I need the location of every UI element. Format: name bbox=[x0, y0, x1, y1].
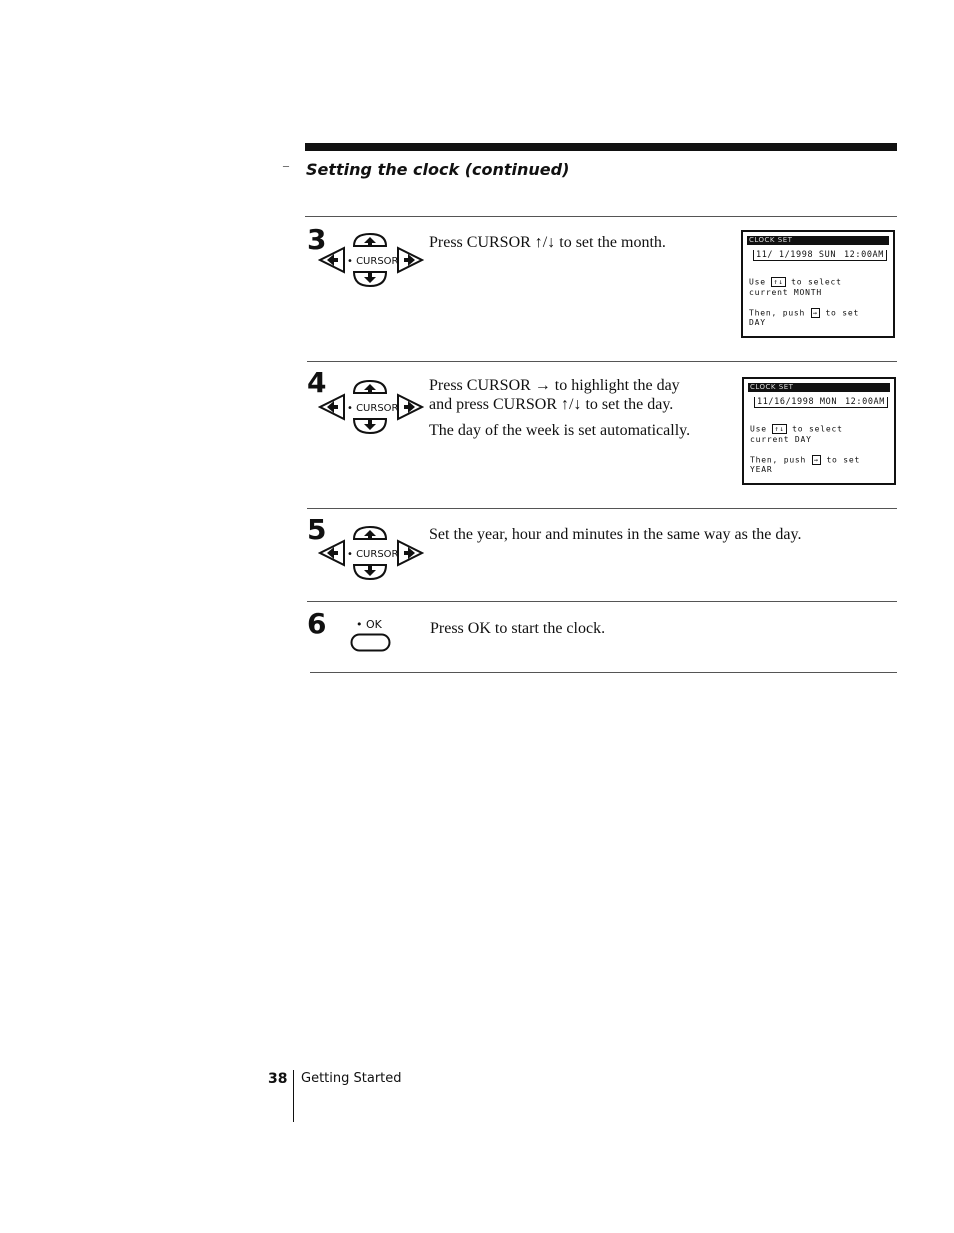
instruction-line: Set the year, hour and minutes in the same way as the day. bbox=[429, 526, 802, 543]
step-divider bbox=[305, 216, 897, 217]
instruction-line: Press CURSOR ↑/↓ to set the month. bbox=[429, 234, 666, 251]
section-title: Setting the clock (continued) bbox=[306, 160, 570, 179]
step-instructions bbox=[430, 619, 730, 638]
screen-current-line: current DAY bbox=[750, 434, 812, 444]
screen-next-line: YEAR bbox=[750, 465, 773, 474]
section-end-rule bbox=[310, 672, 897, 673]
screen-date-line bbox=[754, 397, 888, 408]
screen-then-line: Then, push → to set bbox=[750, 455, 861, 464]
ok-button-icon bbox=[350, 633, 392, 658]
screen-then-line: Then, push → to set bbox=[749, 308, 860, 317]
instruction-line: The day of the week is set automatically. bbox=[429, 422, 691, 439]
right-key-icon: → bbox=[813, 455, 819, 464]
page-number: 38 bbox=[268, 1071, 288, 1087]
screen-use-line: Use ↑↓ to select bbox=[750, 424, 843, 434]
clock-set-screen bbox=[742, 377, 896, 485]
step-divider bbox=[307, 361, 897, 362]
cursor-label: • CURSOR bbox=[347, 403, 399, 414]
screen-date: 11/ 1/1998 SUN bbox=[756, 250, 837, 260]
instruction-line: Press OK to start the clock. bbox=[430, 620, 606, 637]
screen-time: 12:00AM bbox=[844, 397, 885, 407]
cursor-pad-icon bbox=[318, 377, 424, 435]
step-number: 4 bbox=[307, 366, 327, 399]
step-number: 3 bbox=[307, 223, 327, 256]
cursor-label: • CURSOR bbox=[347, 549, 399, 560]
screen-date: 11/16/1998 MON bbox=[757, 397, 838, 407]
step-divider bbox=[307, 508, 897, 509]
screen-header: CLOCK SET bbox=[748, 383, 890, 392]
screen-time: 12:00AM bbox=[843, 250, 884, 260]
screen-next-line: DAY bbox=[749, 318, 766, 327]
step-divider bbox=[307, 601, 897, 602]
right-key-icon: → bbox=[812, 308, 818, 317]
screen-date-line bbox=[753, 250, 887, 261]
step-number: 6 bbox=[307, 607, 327, 640]
cursor-label: • CURSOR bbox=[347, 256, 399, 267]
screen-use-line: Use ↑↓ to select bbox=[749, 277, 842, 287]
up-down-key-icon: ↑↓ bbox=[774, 425, 785, 433]
cursor-pad-icon bbox=[318, 230, 424, 288]
ok-label: • OK bbox=[356, 618, 382, 631]
instruction-line: and press CURSOR ↑/↓ to set the day. bbox=[429, 396, 674, 413]
margin-mark: – bbox=[283, 158, 289, 172]
step-instructions bbox=[429, 376, 729, 440]
screen-current-line: current MONTH bbox=[749, 287, 823, 297]
header-bar bbox=[305, 143, 897, 151]
footer-divider bbox=[293, 1070, 294, 1122]
instruction-line: Press CURSOR → to highlight the day bbox=[429, 377, 680, 394]
step-number: 5 bbox=[307, 513, 327, 546]
cursor-pad-icon bbox=[318, 523, 424, 581]
step-instructions bbox=[429, 233, 729, 252]
step-instructions bbox=[429, 525, 889, 544]
up-down-key-icon: ↑↓ bbox=[773, 278, 784, 286]
footer-section-name: Getting Started bbox=[301, 1071, 402, 1086]
clock-set-screen bbox=[741, 230, 895, 338]
screen-header: CLOCK SET bbox=[747, 236, 889, 245]
